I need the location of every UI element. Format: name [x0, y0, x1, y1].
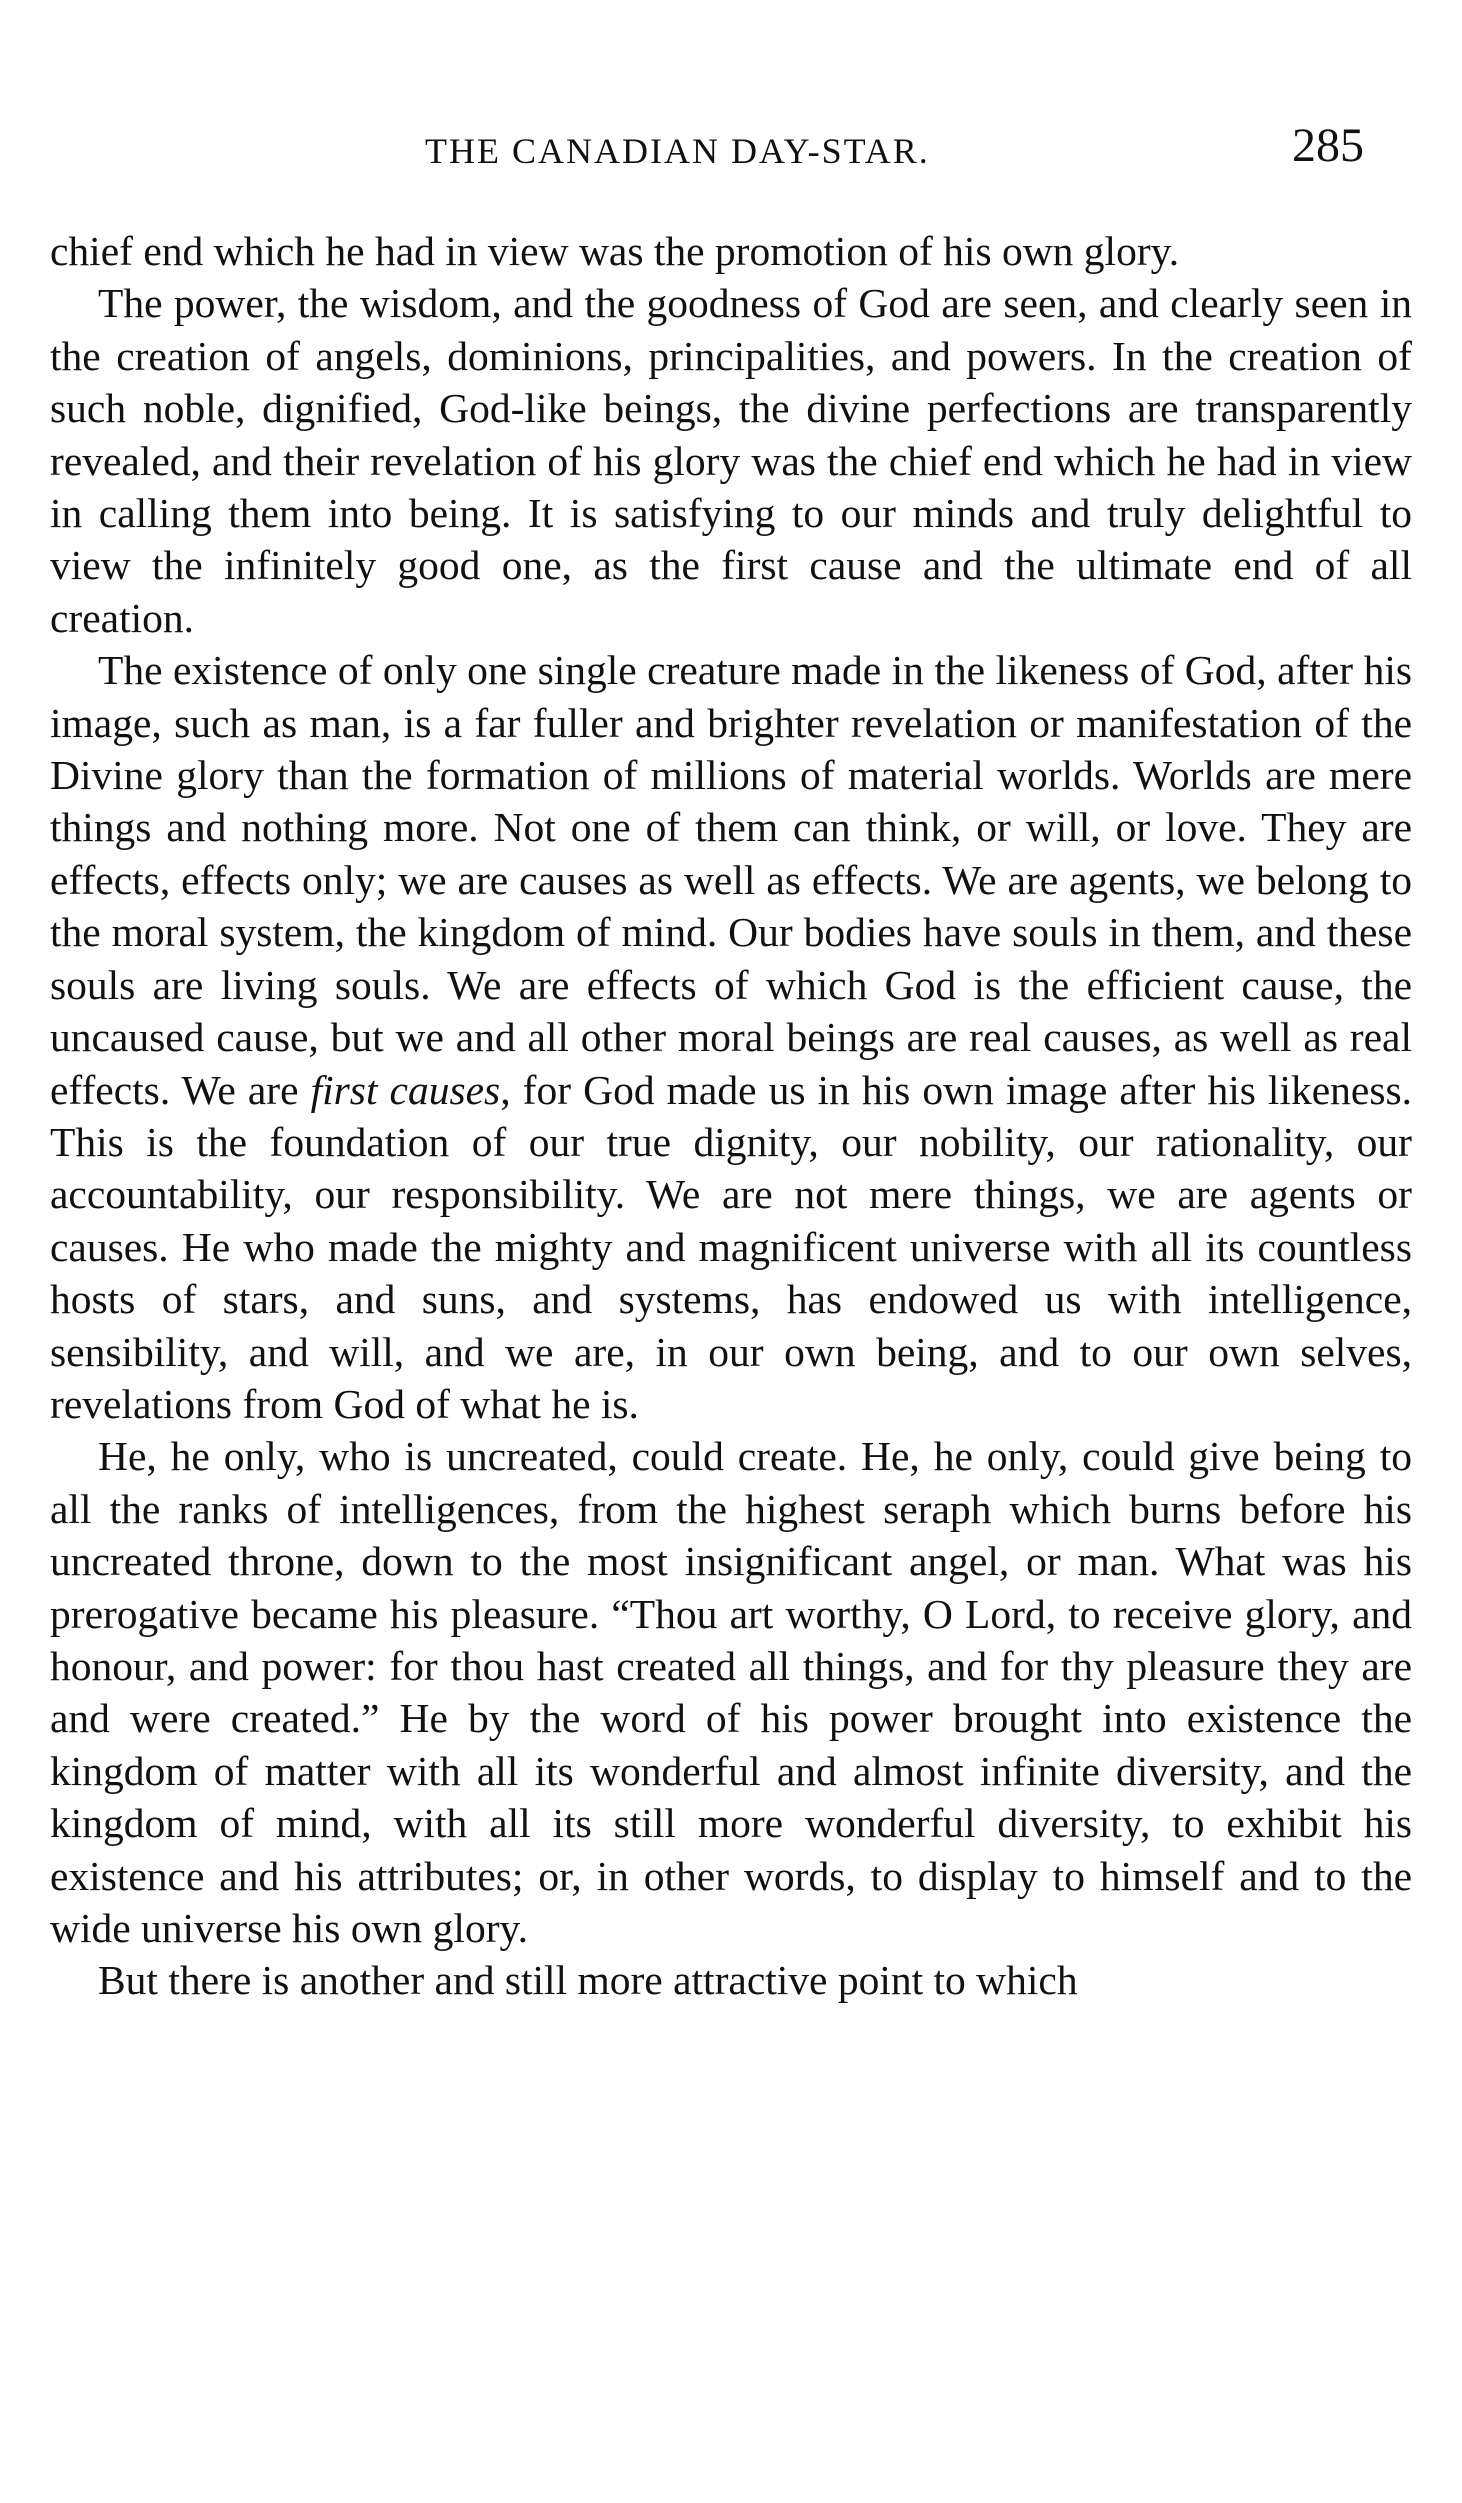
paragraph-text-continued: , for God made us in his own image after his likeness. This is the foundation of our true dignity, our nobility, our rationality, our accountability, our responsibility. We are not mere things, we are agents or causes. He who made the mighty and magnificent universe with all its countless hosts of stars, and suns, and systems, has endowed us with intelligence, sensibility, and will, and we are, in our own being, and to our own selves, revelations from God of what he is. — [50, 1066, 1413, 1427]
paragraph-text: The existence of only one single creature made in the likeness of God, after his image, such as man, is a far fuller and brighter revelation or manifestation of the Divine glory than the formation of millions of material worlds. Worlds are mere things and nothing more. Not one of them can think, or will, or love. They are effects, effects only; we are causes as well as effects. We are agents, we belong to the moral system, the kingdom of mind. Our bodies have souls in them, and these souls are living souls. We are effects of which God is the efficient cause, the uncaused cause, but we and all other moral beings are real causes, as well as real effects. We are — [50, 647, 1412, 1113]
paragraph-power-wisdom-goodness — [50, 277, 1412, 644]
italic-emphasis: first causes — [310, 1066, 501, 1113]
paragraph-he-only-uncreated — [50, 1430, 1412, 1954]
paragraph-text: chief end which he had in view was the promotion of his own glory. — [50, 228, 1180, 274]
paragraph-existence-of-creature — [50, 644, 1412, 1430]
paragraph-text: But there is another and still more attractive point to which — [98, 1957, 1078, 2004]
paragraph-text: The power, the wisdom, and the goodness of God are seen, and clearly seen in the creation of angels, dominions, principalities, and powers. In the creation of such noble, dignified, God-like beings, the divine perfections are transparently revealed, and their revelation of his glory was the chief end which he had in view in calling them into being. It is satisfying to our minds and truly delightful to view the infinitely good one, as the first cause and the ultimate end of all creation. — [50, 280, 1412, 641]
paragraph-continuation — [50, 225, 1412, 277]
body-text — [50, 225, 1412, 2007]
page-number: 285 — [1292, 119, 1364, 172]
paragraph-text: He, he only, who is uncreated, could create. He, he only, could give being to all the ranks of intelligences, from the highest seraph which burns before his uncreated throne, down to the most insignificant angel, or man. What was his prerogative became his pleasure. “Thou art worthy, O Lord, to receive glory, and honour, and power: for thou hast created all things, and for thy pleasure they are and were created.” He by the word of his power brought into existence the kingdom of matter with all its wonderful and almost infinite diversity, and the kingdom of mind, with all its still more wonderful diversity, to exhibit his existence and his attributes; or, in other words, to display to himself and to the wide universe his own glory. — [50, 1433, 1412, 1951]
running-title: THE CANADIAN DAY-STAR. — [425, 131, 930, 171]
paragraph-another-point — [50, 1954, 1412, 2006]
running-head — [50, 118, 1412, 178]
